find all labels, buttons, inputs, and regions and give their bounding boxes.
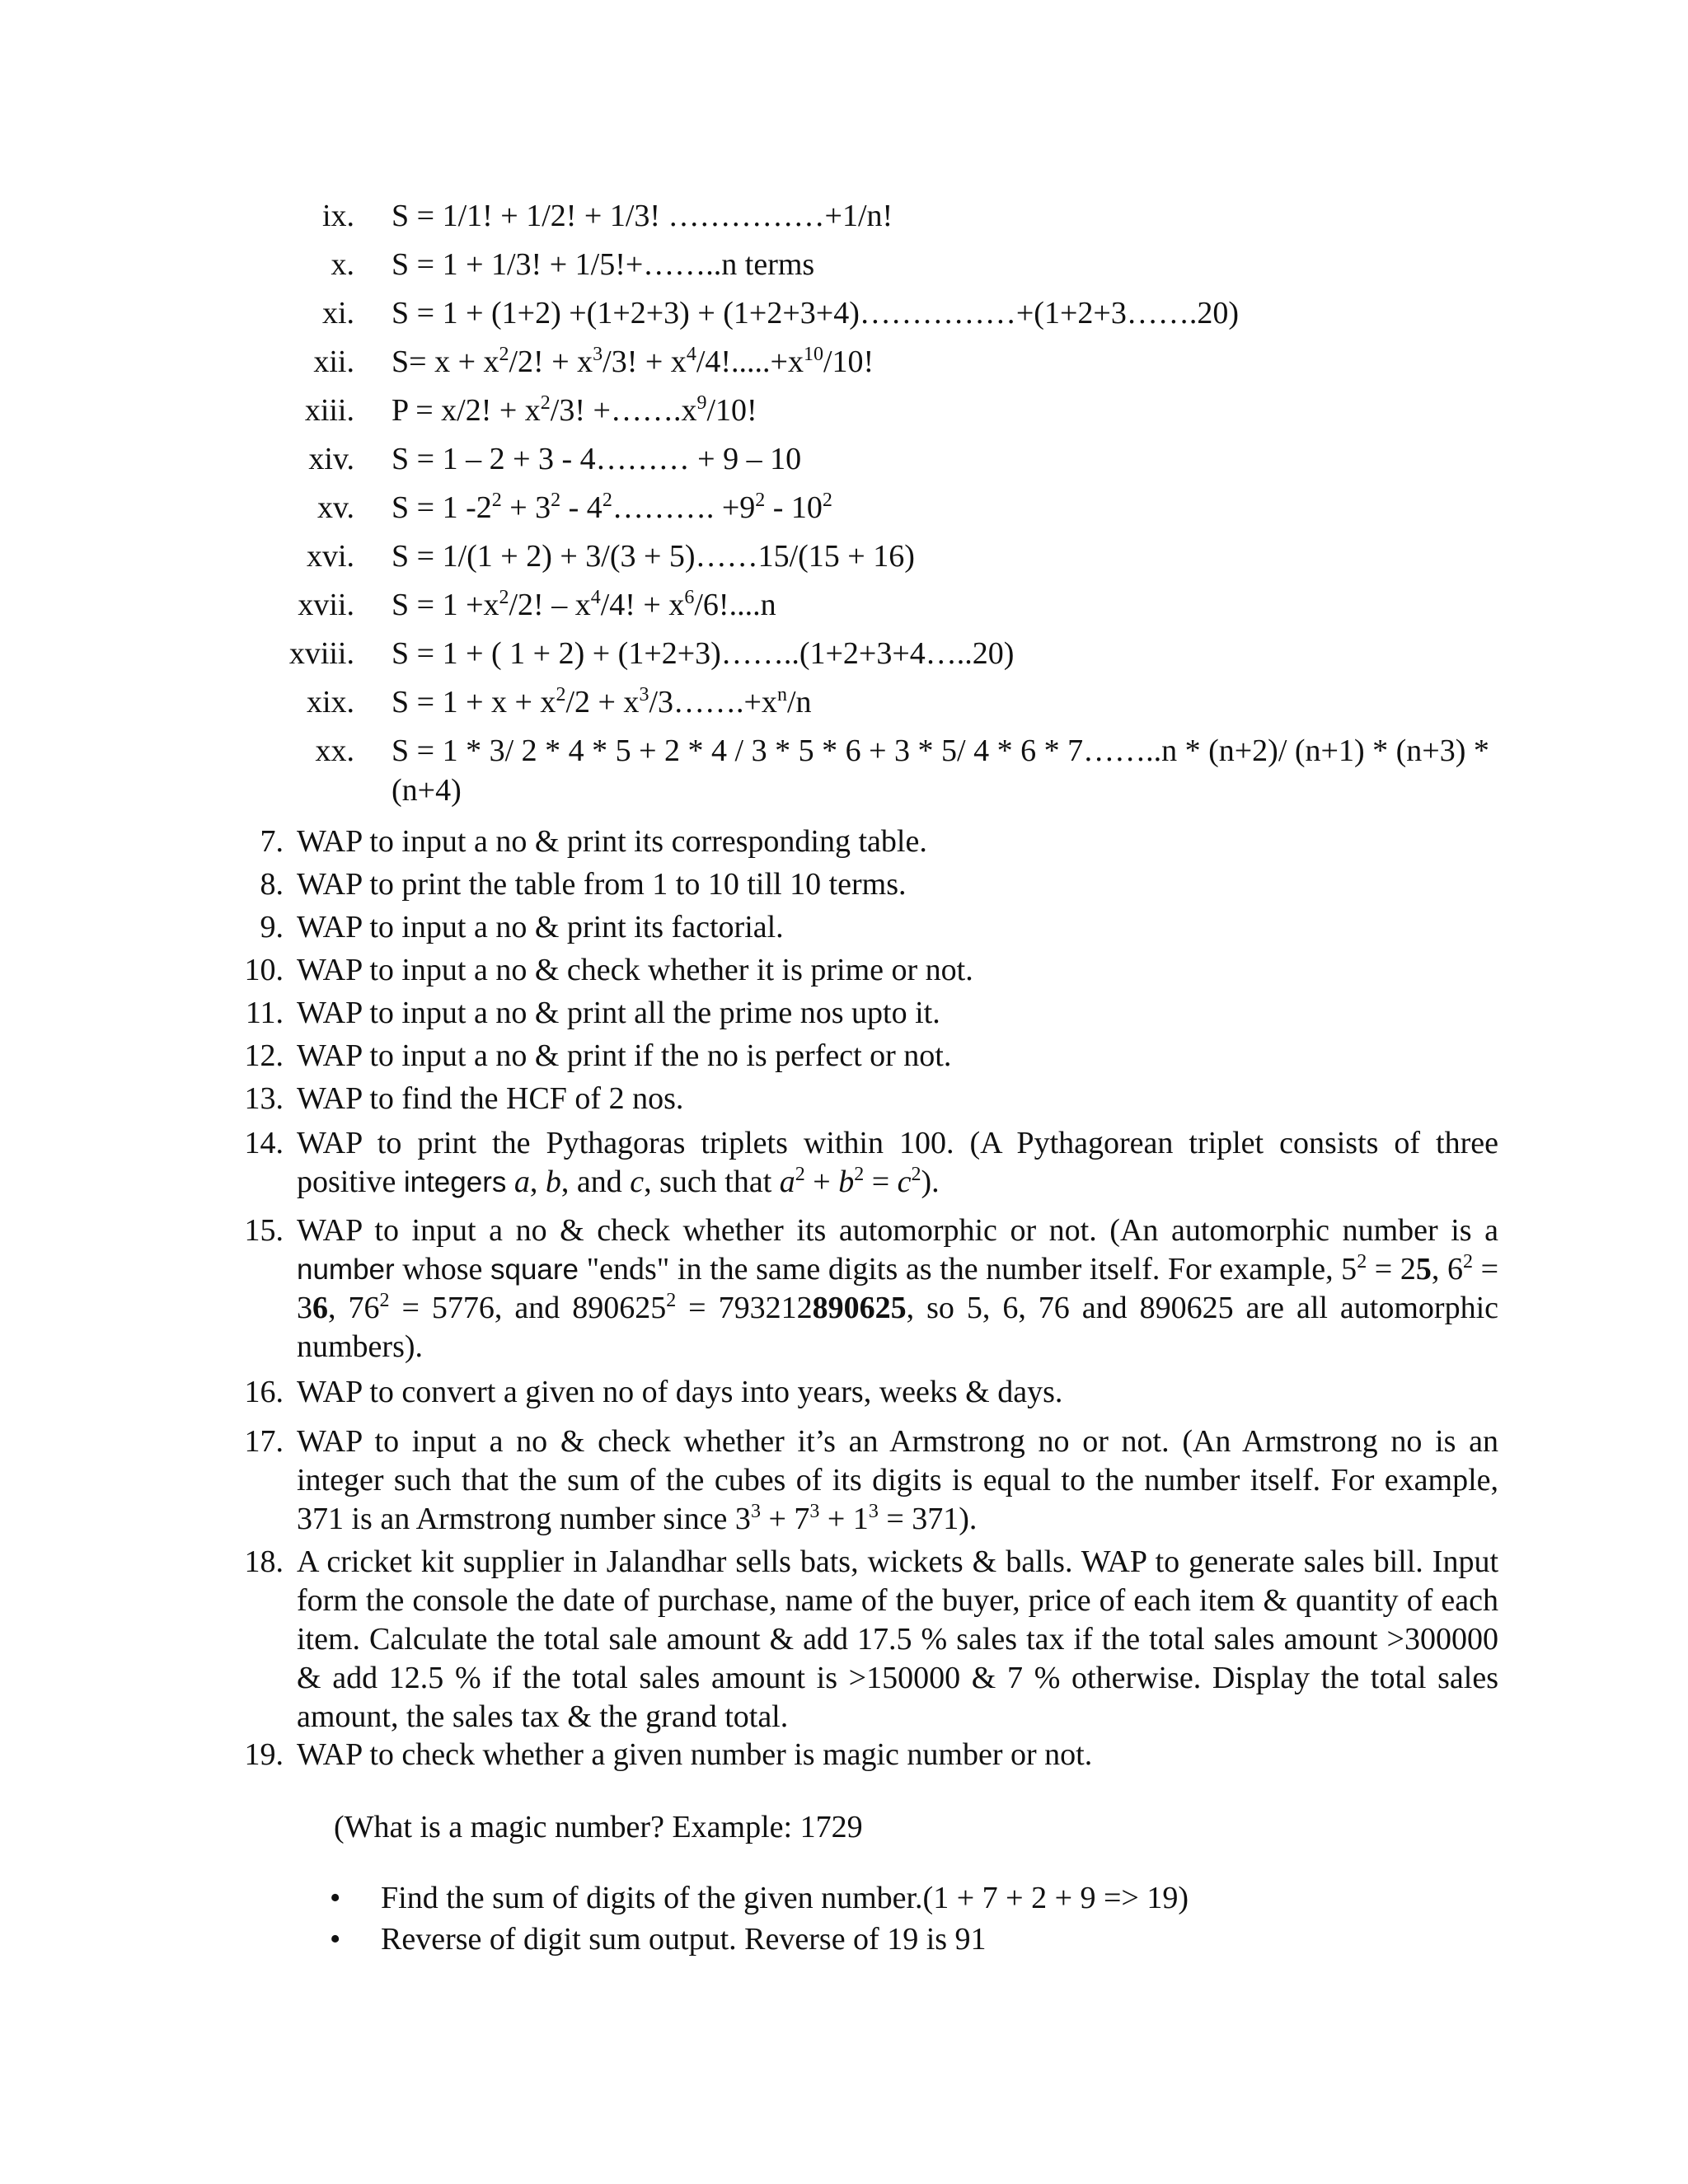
series-label: xvii. [298,588,354,622]
question-number: 11. [245,996,284,1030]
series-item-xvii [280,585,1517,635]
question-number: 16. [244,1375,284,1409]
question-text: WAP to find the HCF of 2 nos. [297,1081,684,1116]
series-item-xviii [280,634,1517,683]
magic-number-intro: (What is a magic number? Example: 1729 [334,1810,863,1844]
series-item-xii [280,342,1517,391]
question-number: 15. [244,1213,284,1248]
series-text: $S = 1 +x^2/2$! – $x^4/4$! + $x^6/6!....n$ [392,587,776,622]
question-text: WAP to input a no & print its corresponding table. [297,824,927,859]
series-label: xx. [315,733,354,768]
series-text: $S= x + x^2/2$! + $x^3/3$! + $x^4/4!.....+x^{10}/10$! [392,344,874,379]
question-text: WAP to input a no & print all the prime nos upto it. [297,996,940,1030]
series-label: x. [331,247,354,282]
series-item-xi [280,293,1517,343]
question-text: WAP to input a no & check whether it is prime or not. [297,953,973,987]
bullet-icon: • [330,1922,341,1957]
series-item-xv [280,488,1517,537]
question-text: WAP to print the Pythagoras triplets within 100. (A Pythagorean triplet consists of three positive integers a, b, and c, such that $a^2 + b^2 = c^2$). [297,1126,1498,1199]
question-text: WAP to input a no & check whether it’s an Armstrong no or not. (An Armstrong no is an integer such that the sum of the cubes of its digits is equal to the number itself. For example, 371 is an Armstrong number since $3^3 + 7^3 + 1^3 = 371$). [297,1424,1498,1536]
question-number: 9. [260,910,284,944]
question-number: 8. [260,867,284,902]
series-item-xix [280,682,1517,732]
question-number: 19. [244,1737,284,1772]
series-text: $S = 1 + x + x^2/2$ + $x^3/3\dots\dots.+x^n/n$ [392,684,812,719]
series-text: S = 1 $-2^2 + 3^2$ - $4^2\dots\dots\dots$. $+9^2 - 10^2$ [392,490,832,525]
series-text: P = x/2! + $x^2/3$! $+\dots\dots.x^9/10$! [392,392,757,428]
series-item-xiv [280,439,1517,489]
question-number: 10. [244,953,284,987]
question-number: 12. [244,1038,284,1073]
series-text: S = 1 – 2 + 3 - 4……… + 9 – 10 [392,442,802,476]
series-text: S = 1 + ( 1 + 2) + (1+2+3)……..(1+2+3+4…..20) [392,636,1015,671]
question-text: WAP to print the table from 1 to 10 till 10 terms. [297,867,907,902]
series-label: xi. [321,296,354,330]
series-text: S = 1 * 3/ 2 * 4 * 5 + 2 * 4 / 3 * 5 * 6 + 3 * 5/ 4 * 6 * 7……..n * (n+2)/ (n+1) * (n+3) * (n+4) [392,733,1489,808]
question-number: 13. [244,1081,284,1116]
question-text: WAP to input a no & print if the no is perfect or not. [297,1038,952,1073]
series-label: xv. [316,490,354,525]
series-item-ix [280,196,1517,246]
series-item-x [280,245,1517,294]
question-number: 18. [244,1544,284,1579]
series-item-xiii [280,391,1517,440]
series-text: S = 1 + (1+2) +(1+2+3) + (1+2+3+4)……………+(1+2+3…….20) [392,296,1239,330]
bullet-text: Find the sum of digits of the given number.(1 + 7 + 2 + 9 => 19) [381,1881,1189,1915]
series-label: ix. [321,199,354,233]
question-number: 7. [260,824,284,859]
series-item-xx [280,731,1517,813]
series-item-xvi [280,537,1517,586]
series-label: xiii. [304,393,354,428]
question-number: 14. [244,1126,284,1160]
question-text: WAP to convert a given no of days into years, weeks & days. [297,1375,1063,1409]
series-label: xix. [306,685,354,719]
question-text: WAP to check whether a given number is magic number or not. [297,1737,1093,1772]
bullet-text: Reverse of digit sum output. Reverse of 19 is 91 [381,1922,987,1957]
bullet-icon: • [330,1881,341,1915]
series-label: xii. [313,344,354,379]
series-text: S = 1 + 1/3! + 1/5!+……..n terms [392,247,815,282]
series-label: xviii. [288,636,354,671]
question-text: A cricket kit supplier in Jalandhar sells bats, wickets & balls. WAP to generate sales bill. Input form the console the date of purchase, name of the buyer, price of each item & quantity of each item. Calculate the total sale amount & add 17.5 % sales tax if the total sales amount >300000 & add 12.5 % if the total sales amount is >150000 & 7 % otherwise. Display the total sales amount, the sales tax & the grand total. [297,1544,1498,1734]
question-text: WAP to input a no & check whether its automorphic or not. (An automorphic number is a number whose square "ends" in the same digits as the number itself. For example, $5^2 = 25$, $6^2 = 36$, $76^2 = 5776$, and $890625^2 = 793212890625$, so 5, 6, 76 and 890625 are all automorphic numbers). [297,1213,1498,1364]
series-label: xiv. [308,442,354,476]
series-label: xvi. [306,539,354,574]
question-number: 17. [244,1424,284,1459]
series-text: S = 1/(1 + 2) + 3/(3 + 5)……15/(15 + 16) [392,539,915,574]
question-text: WAP to input a no & print its factorial. [297,910,784,944]
series-text: S = 1/1! + 1/2! + 1/3! ……………+1/n! [392,199,893,233]
